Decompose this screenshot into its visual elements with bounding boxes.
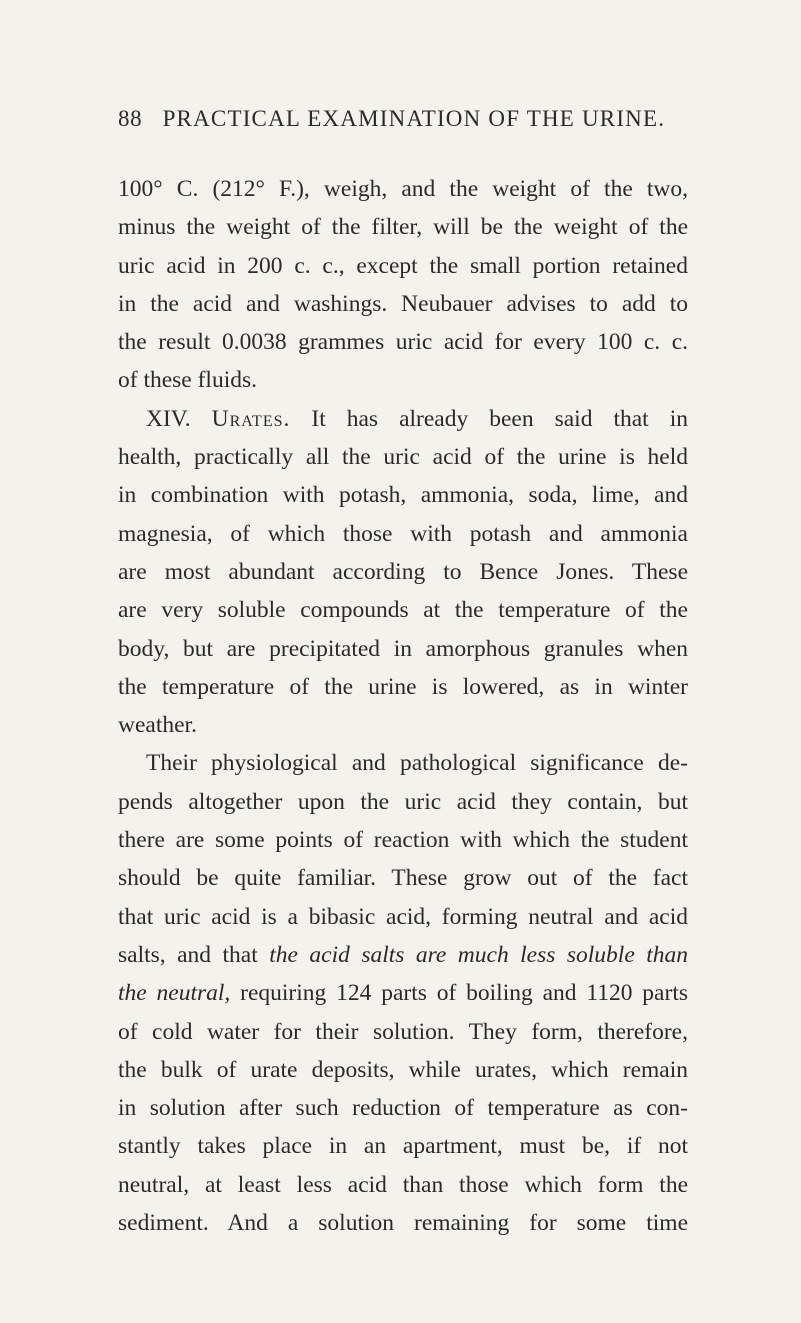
- text-line-with-italic: [118, 974, 688, 1012]
- text-run: requiring 124 parts of boiling and 1120 parts: [230, 980, 688, 1007]
- text-line: 100° C. (212° F.), weigh, and the weight of the two,: [118, 176, 688, 202]
- text-line: in the acid and washings. Neubauer advises to add to: [118, 290, 688, 317]
- text-line-section-heading: [118, 400, 688, 438]
- text-line: Their physiological and pathological significance de-: [146, 750, 688, 777]
- text-line: magnesia, of which those with potash and ammonia: [118, 520, 688, 547]
- text-line: are most abundant according to Bence Jones. These: [118, 558, 688, 585]
- italic-run: the acid salts are much less soluble than: [269, 941, 688, 968]
- text-line: neutral, at least less acid than those which form the: [118, 1171, 688, 1198]
- text-line: the result 0.0038 grammes uric acid for every 100 c. c.: [118, 329, 688, 356]
- text-line: that uric acid is a bibasic acid, forming neutral and acid: [118, 903, 688, 930]
- text-line: minus the weight of the filter, will be the weight of the: [118, 214, 688, 241]
- text-run: It has already been said that in: [290, 405, 688, 432]
- text-line: in solution after such reduction of temperature as con-: [118, 1095, 688, 1122]
- page-number: 88: [118, 106, 143, 131]
- text-line-with-italic: [118, 936, 688, 974]
- text-line: stantly takes place in an apartment, must be, if not: [118, 1133, 688, 1160]
- text-line: of these fluids.: [118, 367, 258, 394]
- text-line: uric acid in 200 c. c., except the small portion retained: [118, 252, 688, 279]
- text-line: weather.: [118, 712, 197, 739]
- section-title: Urates.: [211, 405, 291, 432]
- text-line: should be quite familiar. These grow out of the fact: [118, 865, 688, 892]
- text-line: the temperature of the urine is lowered, as in winter: [118, 673, 688, 700]
- text-line: pends altogether upon the uric acid they contain, but: [118, 788, 688, 815]
- text-line: the bulk of urate deposits, while urates, which remain: [118, 1056, 688, 1083]
- section-number: XIV.: [146, 405, 212, 432]
- text-line: of cold water for their solution. They form, therefore,: [118, 1018, 688, 1045]
- text-line: body, but are precipitated in amorphous granules when: [118, 635, 688, 662]
- body-text: [118, 170, 688, 1242]
- text-line: are very soluble compounds at the temperature of the: [118, 597, 688, 624]
- running-head: [118, 106, 688, 136]
- text-run: salts, and that: [118, 941, 270, 968]
- text-line: there are some points of reaction with which the student: [118, 827, 688, 854]
- text-line: health, practically all the uric acid of the urine is held: [118, 444, 688, 471]
- text-line: in combination with potash, ammonia, soda, lime, and: [118, 482, 688, 509]
- italic-run: the neutral,: [118, 980, 231, 1007]
- text-line: sediment. And a solution remaining for some time: [118, 1210, 688, 1237]
- running-title: PRACTICAL EXAMINATION OF THE URINE.: [162, 106, 666, 131]
